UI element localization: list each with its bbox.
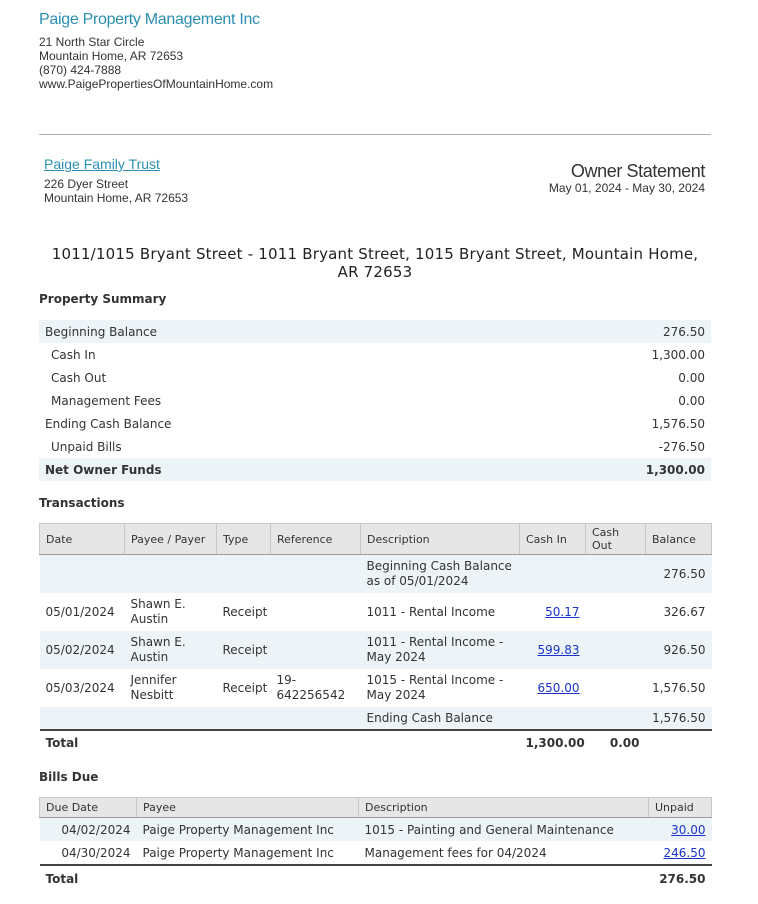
tx-payee: Jennifer Nesbitt xyxy=(130,673,177,702)
tx-payee: Shawn E. Austin xyxy=(125,631,217,669)
bill-payee: Paige Property Management Inc xyxy=(137,841,359,865)
column-header: Date xyxy=(40,524,125,555)
property-summary xyxy=(39,320,711,481)
tx-date: 05/02/2024 xyxy=(40,631,125,669)
column-header: Type xyxy=(217,524,271,555)
total-cash-out: 0.00 xyxy=(609,736,640,750)
bill-unpaid-link[interactable]: 246.50 xyxy=(663,845,706,860)
statement-date-range: May 01, 2024 - May 30, 2024 xyxy=(548,181,705,195)
summary-value: -276.50 xyxy=(658,439,705,454)
summary-row xyxy=(39,320,711,343)
company-name: Paige Property Management Inc xyxy=(39,11,260,28)
bills-total-label: Total xyxy=(45,871,79,886)
bills-total-unpaid: 276.50 xyxy=(659,871,706,886)
bill-description: 1015 - Painting and General Maintenance xyxy=(359,818,649,842)
bill-payee: Paige Property Management Inc xyxy=(137,818,359,842)
property-summary-heading: Property Summary xyxy=(39,292,167,306)
transactions-table xyxy=(39,523,712,756)
column-header: Payee xyxy=(137,798,359,818)
bill-due-date: 04/02/2024 xyxy=(40,818,137,842)
table-row xyxy=(40,669,712,707)
column-header: Unpaid xyxy=(649,798,712,818)
company-street: 21 North Star Circle xyxy=(39,35,145,49)
tx-cash-out xyxy=(586,593,646,631)
column-header: Due Date xyxy=(40,798,137,818)
beginning-balance: 276.50 xyxy=(646,555,712,594)
bill-description: Management fees for 04/2024 xyxy=(359,841,649,865)
table-row xyxy=(40,593,712,631)
summary-value: 1,300.00 xyxy=(651,347,705,362)
statement-title: Owner Statement xyxy=(570,161,705,181)
tx-cash-in-link[interactable]: 50.17 xyxy=(545,604,580,619)
tx-date: 05/03/2024 xyxy=(45,680,115,695)
table-row-beginning xyxy=(40,555,712,594)
ending-balance: 1,576.50 xyxy=(646,707,712,730)
table-row-ending xyxy=(40,707,712,730)
table-row xyxy=(40,631,712,669)
summary-value: 1,576.50 xyxy=(651,416,705,431)
summary-row-net xyxy=(39,458,711,481)
property-title: 1011/1015 Bryant Street - 1011 Bryant Street, 1015 Bryant Street, Mountain Home, AR 72653 xyxy=(51,245,699,281)
column-header: Cash Out xyxy=(586,524,646,555)
owner-name-link[interactable]: Paige Family Trust xyxy=(44,156,160,172)
tx-date: 05/01/2024 xyxy=(45,604,115,619)
summary-value: 0.00 xyxy=(678,393,705,408)
summary-label: Beginning Balance xyxy=(45,324,158,339)
summary-label: Cash In xyxy=(51,347,96,362)
tx-cash-out xyxy=(586,631,646,669)
company-phone: (870) 424-7888 xyxy=(39,63,122,77)
summary-label: Management Fees xyxy=(51,393,162,408)
bills-due-table xyxy=(39,797,712,891)
bill-unpaid-link[interactable]: 30.00 xyxy=(671,822,706,837)
summary-label: Cash Out xyxy=(51,370,107,385)
tx-description: 1011 - Rental Income - May 2024 xyxy=(361,631,520,669)
company-website: www.PaigePropertiesOfMountainHome.com xyxy=(39,77,274,91)
ending-description: Ending Cash Balance xyxy=(361,707,520,730)
tx-cash-in-link[interactable]: 599.83 xyxy=(537,642,580,657)
bills-due-heading: Bills Due xyxy=(39,770,99,784)
total-cash-in: 1,300.00 xyxy=(525,736,585,750)
company-address xyxy=(39,35,273,91)
column-header: Description xyxy=(359,798,649,818)
tx-balance: 1,576.50 xyxy=(652,680,706,695)
summary-row xyxy=(39,389,711,412)
summary-row xyxy=(39,412,711,435)
tx-type: Receipt xyxy=(222,604,268,619)
owner-street: 226 Dyer Street xyxy=(44,177,129,191)
summary-label: Net Owner Funds xyxy=(45,462,162,477)
column-header: Cash In xyxy=(520,524,586,555)
table-row xyxy=(40,841,712,865)
summary-value: 1,300.00 xyxy=(645,462,705,477)
tx-payee: Shawn E. Austin xyxy=(130,597,186,626)
table-row xyxy=(40,818,712,842)
table-row-total xyxy=(40,865,712,891)
tx-reference: 19-642256542 xyxy=(276,673,346,702)
owner-address xyxy=(44,177,188,205)
column-header: Balance xyxy=(646,524,712,555)
tx-type: Receipt xyxy=(217,631,271,669)
tx-balance: 926.50 xyxy=(646,631,712,669)
table-row-total xyxy=(40,730,712,756)
tx-type: Receipt xyxy=(222,680,268,695)
company-city: Mountain Home, AR 72653 xyxy=(39,49,184,63)
table-header-row xyxy=(40,524,712,555)
table-header-row xyxy=(40,798,712,818)
column-header: Reference xyxy=(271,524,361,555)
summary-label: Unpaid Bills xyxy=(51,439,122,454)
beginning-description: Beginning Cash Balance as of 05/01/2024 xyxy=(361,555,520,594)
column-header: Description xyxy=(361,524,520,555)
summary-label: Ending Cash Balance xyxy=(45,416,172,431)
summary-row xyxy=(39,366,711,389)
owner-city: Mountain Home, AR 72653 xyxy=(44,191,189,205)
summary-value: 276.50 xyxy=(663,324,705,339)
summary-value: 0.00 xyxy=(678,370,705,385)
bill-due-date: 04/30/2024 xyxy=(40,841,137,865)
tx-description: 1015 - Rental Income - May 2024 xyxy=(366,673,504,702)
tx-reference xyxy=(271,593,361,631)
header-divider xyxy=(39,134,711,135)
tx-balance: 326.67 xyxy=(663,604,706,619)
tx-reference xyxy=(271,631,361,669)
transactions-heading: Transactions xyxy=(39,496,125,510)
column-header: Payee / Payer xyxy=(125,524,217,555)
tx-description: 1011 - Rental Income xyxy=(366,604,496,619)
tx-cash-in-link[interactable]: 650.00 xyxy=(537,680,580,695)
total-label: Total xyxy=(45,736,79,750)
summary-row xyxy=(39,435,711,458)
summary-row xyxy=(39,343,711,366)
tx-cash-out xyxy=(586,669,646,707)
